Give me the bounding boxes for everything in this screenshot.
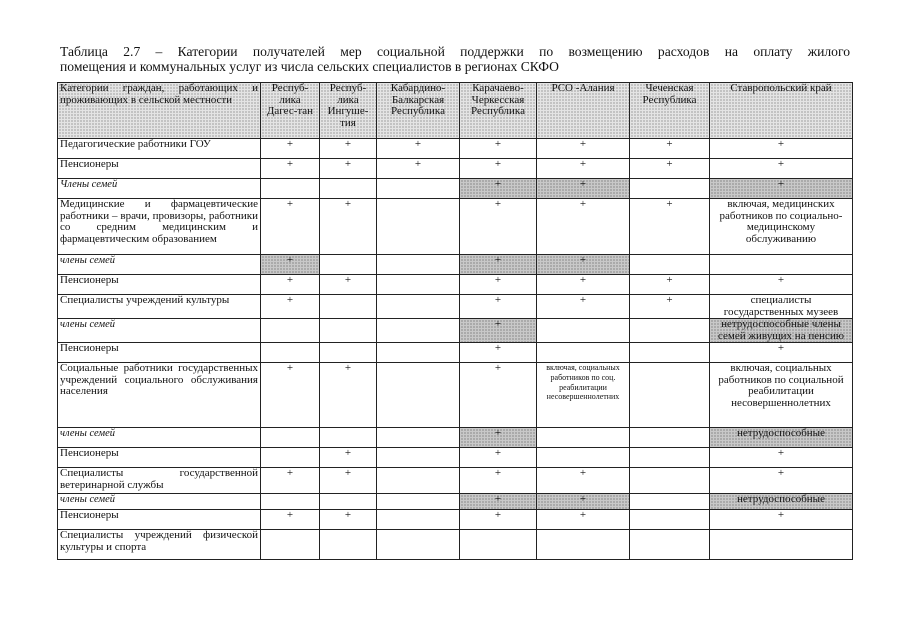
table-row — [58, 363, 853, 428]
mark-cell: + — [537, 179, 630, 199]
mark-cell — [630, 468, 710, 494]
mark-cell — [320, 494, 377, 510]
mark-cell — [377, 428, 460, 448]
mark-cell: + — [630, 275, 710, 295]
category-cell: Медицинские и фармацевтические работники – врачи, провизоры, работники со средним медицинским и фармацевтическим образованием — [58, 199, 261, 255]
mark-cell: + — [710, 343, 853, 363]
mark-cell — [630, 530, 710, 560]
table-row — [58, 179, 853, 199]
mark-cell: + — [261, 199, 320, 255]
mark-cell — [630, 319, 710, 343]
mark-cell: + — [537, 255, 630, 275]
column-header: Респуб-лика Ингуше-тия — [320, 83, 377, 139]
mark-cell: + — [460, 295, 537, 319]
mark-cell: + — [460, 255, 537, 275]
mark-cell: + — [537, 199, 630, 255]
mark-cell — [537, 343, 630, 363]
category-cell: Пенсионеры — [58, 448, 261, 468]
mark-cell: + — [537, 510, 630, 530]
mark-cell: + — [710, 275, 853, 295]
mark-cell — [630, 428, 710, 448]
mark-cell: + — [630, 199, 710, 255]
table-row — [58, 139, 853, 159]
category-cell: Специалисты государственной ветеринарной службы — [58, 468, 261, 494]
mark-cell — [377, 468, 460, 494]
mark-cell — [537, 428, 630, 448]
category-cell: члены семей — [58, 494, 261, 510]
note-cell: специалисты государственных музеев — [710, 295, 853, 319]
mark-cell — [710, 255, 853, 275]
mark-cell — [630, 363, 710, 428]
column-header: Ставропольский край — [710, 83, 853, 139]
table-row — [58, 448, 853, 468]
mark-cell — [377, 295, 460, 319]
column-header: Карачаево-Черкесская Республика — [460, 83, 537, 139]
category-cell: Члены семей — [58, 179, 261, 199]
mark-cell — [320, 428, 377, 448]
mark-cell: + — [460, 275, 537, 295]
table-row — [58, 428, 853, 448]
mark-cell: + — [261, 159, 320, 179]
mark-cell — [261, 428, 320, 448]
mark-cell — [377, 179, 460, 199]
mark-cell: + — [261, 139, 320, 159]
table-row — [58, 159, 853, 179]
mark-cell — [261, 530, 320, 560]
category-cell: члены семей — [58, 319, 261, 343]
note-cell: включая, социальных работников по соц. реабилитации несовершеннолетних — [537, 363, 630, 428]
column-header: Категории граждан, работающих и проживающих в сельской местности — [58, 83, 261, 139]
table-row — [58, 319, 853, 343]
mark-cell: + — [710, 510, 853, 530]
mark-cell — [537, 530, 630, 560]
mark-cell: + — [320, 139, 377, 159]
column-header: Кабардино-Балкарская Республика — [377, 83, 460, 139]
table-caption — [60, 45, 850, 74]
mark-cell — [377, 199, 460, 255]
mark-cell: + — [537, 139, 630, 159]
mark-cell: + — [460, 139, 537, 159]
mark-cell: + — [460, 510, 537, 530]
category-cell: Пенсионеры — [58, 159, 261, 179]
table-row — [58, 468, 853, 494]
mark-cell: + — [320, 468, 377, 494]
mark-cell: + — [537, 275, 630, 295]
mark-cell: + — [320, 275, 377, 295]
mark-cell: + — [460, 494, 537, 510]
mark-cell: + — [377, 139, 460, 159]
mark-cell — [630, 510, 710, 530]
social-support-table — [57, 82, 853, 560]
mark-cell — [320, 255, 377, 275]
mark-cell — [710, 530, 853, 560]
mark-cell — [320, 179, 377, 199]
table-row — [58, 275, 853, 295]
mark-cell — [377, 343, 460, 363]
mark-cell — [377, 448, 460, 468]
mark-cell: + — [710, 448, 853, 468]
mark-cell: + — [320, 448, 377, 468]
mark-cell: + — [460, 428, 537, 448]
category-cell: члены семей — [58, 428, 261, 448]
mark-cell — [377, 255, 460, 275]
mark-cell — [320, 530, 377, 560]
mark-cell: + — [537, 468, 630, 494]
mark-cell — [377, 510, 460, 530]
column-header: РСО -Алания — [537, 83, 630, 139]
column-header: Чеченская Республика — [630, 83, 710, 139]
mark-cell: + — [460, 159, 537, 179]
mark-cell — [320, 343, 377, 363]
note-cell: нетрудоспособные — [710, 428, 853, 448]
mark-cell — [460, 530, 537, 560]
table-row — [58, 255, 853, 275]
header-row — [58, 83, 853, 139]
category-cell: Пенсионеры — [58, 343, 261, 363]
mark-cell — [377, 363, 460, 428]
mark-cell: + — [460, 468, 537, 494]
caption-line-2: помещения и коммунальных услуг из числа сельских специалистов в регионах СКФО — [60, 58, 559, 74]
note-cell: нетрудоспособные члены семей живущих на пенсию — [710, 319, 853, 343]
mark-cell: + — [460, 448, 537, 468]
mark-cell: + — [537, 159, 630, 179]
mark-cell — [261, 343, 320, 363]
table-row — [58, 510, 853, 530]
mark-cell: + — [377, 159, 460, 179]
mark-cell: + — [320, 159, 377, 179]
mark-cell — [537, 448, 630, 468]
mark-cell: + — [261, 295, 320, 319]
table-row — [58, 199, 853, 255]
mark-cell — [630, 255, 710, 275]
mark-cell: + — [710, 139, 853, 159]
mark-cell: + — [630, 295, 710, 319]
mark-cell: + — [320, 510, 377, 530]
note-cell: включая, медицинских работников по социально-медицинскому обслуживанию — [710, 199, 853, 255]
category-cell: Педагогические работники ГОУ — [58, 139, 261, 159]
table-row — [58, 343, 853, 363]
mark-cell — [261, 448, 320, 468]
caption-line-1: Таблица 2.7 – Категории получателей мер социальной поддержки по возмещению расходов на оплату жилого — [60, 44, 850, 59]
note-cell: включая, социальных работников по социальной реабилитации несовершеннолетних — [710, 363, 853, 428]
mark-cell — [377, 275, 460, 295]
mark-cell — [377, 530, 460, 560]
mark-cell: + — [261, 468, 320, 494]
category-cell: Пенсионеры — [58, 275, 261, 295]
mark-cell: + — [460, 343, 537, 363]
category-cell: Специалисты учреждений культуры — [58, 295, 261, 319]
mark-cell: + — [460, 363, 537, 428]
table-row — [58, 295, 853, 319]
mark-cell — [630, 448, 710, 468]
note-cell: нетрудоспособные — [710, 494, 853, 510]
mark-cell — [377, 494, 460, 510]
mark-cell: + — [261, 275, 320, 295]
table-row — [58, 530, 853, 560]
mark-cell: + — [261, 255, 320, 275]
mark-cell: + — [537, 295, 630, 319]
mark-cell — [537, 319, 630, 343]
mark-cell: + — [710, 159, 853, 179]
category-cell: члены семей — [58, 255, 261, 275]
category-cell: Пенсионеры — [58, 510, 261, 530]
mark-cell: + — [630, 139, 710, 159]
mark-cell — [320, 319, 377, 343]
category-cell: Социальные работники государственных учреждений социального обслуживания населения — [58, 363, 261, 428]
column-header: Респуб-лика Дагес-тан — [261, 83, 320, 139]
mark-cell — [630, 494, 710, 510]
mark-cell: + — [320, 363, 377, 428]
mark-cell: + — [710, 468, 853, 494]
mark-cell: + — [261, 510, 320, 530]
mark-cell: + — [320, 199, 377, 255]
mark-cell — [630, 179, 710, 199]
mark-cell: + — [460, 179, 537, 199]
mark-cell — [261, 179, 320, 199]
mark-cell: + — [460, 199, 537, 255]
mark-cell — [630, 343, 710, 363]
mark-cell — [320, 295, 377, 319]
mark-cell: + — [630, 159, 710, 179]
table-row — [58, 494, 853, 510]
mark-cell: + — [261, 363, 320, 428]
mark-cell: + — [460, 319, 537, 343]
mark-cell: + — [710, 179, 853, 199]
category-cell: Специалисты учреждений физической культуры и спорта — [58, 530, 261, 560]
mark-cell — [377, 319, 460, 343]
mark-cell: + — [537, 494, 630, 510]
mark-cell — [261, 319, 320, 343]
mark-cell — [261, 494, 320, 510]
